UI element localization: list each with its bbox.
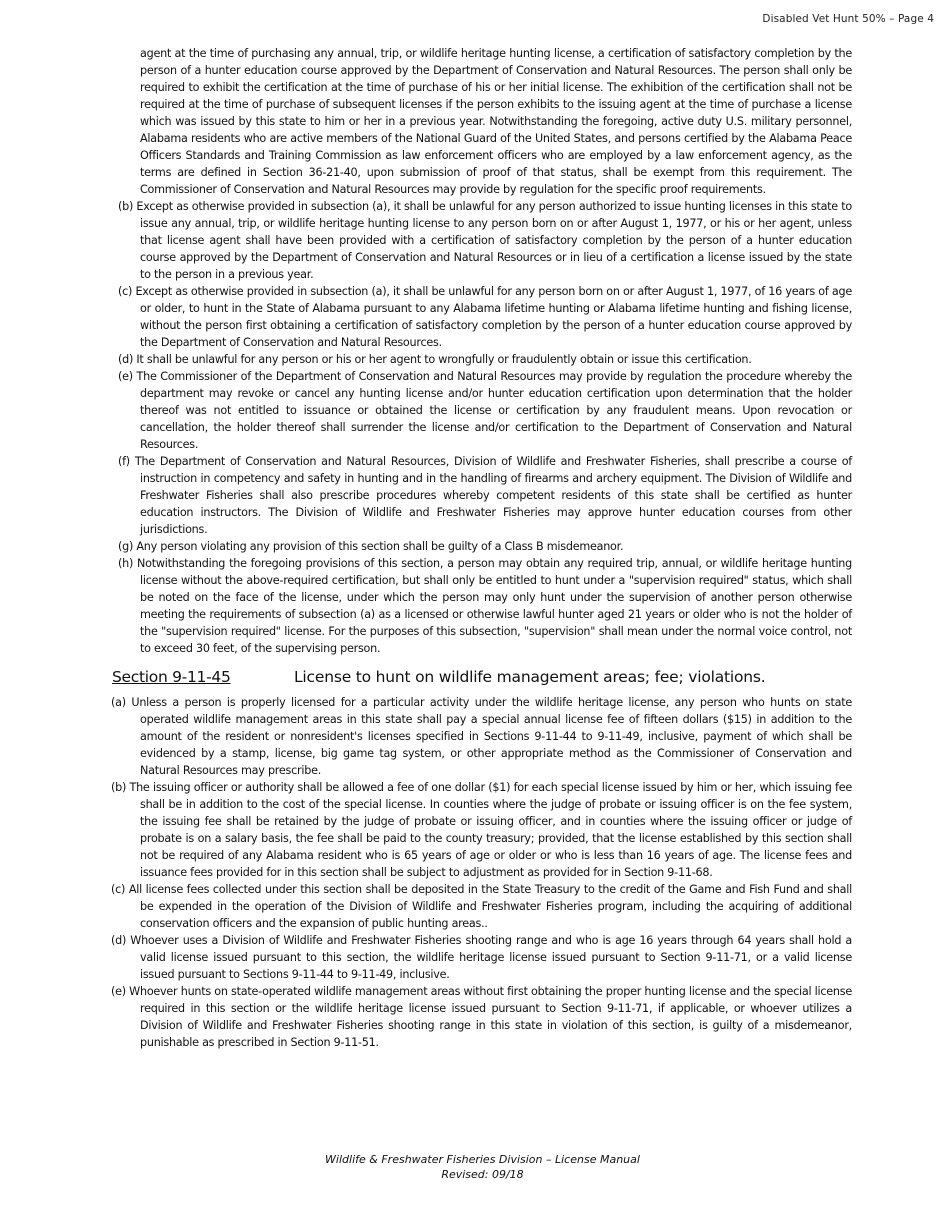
page-footer: [0, 1152, 950, 1182]
page-header: Disabled Vet Hunt 50% – Page 4: [762, 13, 934, 25]
subsection-g: (g) Any person violating any provision of this section shall be guilty of a Class B misdemeanor.: [118, 540, 624, 553]
subsection-b: (b) Except as otherwise provided in subsection (a), it shall be unlawful for any person authorized to issue hunting licenses in this state to issue any annual, trip, or wildlife heritage hunting license to any person born on or after August 1, 1977, or his or her agent, unless that license agent shall have been provided with a certification of satisfactory completion by the person of a hunter education course approved by the Department of Conservation and Natural Resources or in lieu of a certification a license issued by the state to the person in a previous year.: [118, 200, 852, 281]
subsection-f: (f) The Department of Conservation and Natural Resources, Division of Wildlife and Freshwater Fisheries, shall prescribe a course of instruction in competency and safety in hunting and in the handling of firearms and archery equipment. The Division of Wildlife and Freshwater Fisheries shall also prescribe procedures whereby competent residents of this state shall be certified as hunter education instructors. The Division of Wildlife and Freshwater Fisheries may approve hunter education courses from other jurisdictions.: [118, 455, 852, 536]
subsection-c: (c) Except as otherwise provided in subsection (a), it shall be unlawful for any person born on or after August 1, 1977, of 16 years of age or older, to hunt in the State of Alabama pursuant to any Alabama lifetime hunting or Alabama lifetime hunting and fishing license, without the person first obtaining a certification of satisfactory completion by the person of a hunter education course approved by the Department of Conservation and Natural Resources.: [118, 285, 852, 349]
document-body: [0, 45, 950, 1051]
footer-revised: Revised: 09/18: [441, 1168, 524, 1181]
subsection-e: (e) The Commissioner of the Department of Conservation and Natural Resources may provide by regulation the procedure whereby the department may revoke or cancel any hunting license and/or hunter education certification upon determination that the holder thereof was not entitled to issuance or obtained the license or certification by any fraudulent means. Upon revocation or cancellation, the holder thereof shall surrender the license and/or certification to the Department of Conservation and Natural Resources.: [118, 370, 852, 451]
section-45-subsection-b: (b) The issuing officer or authority shall be allowed a fee of one dollar ($1) for each special license issued by him or her, which issuing fee shall be in addition to the cost of the special license. In counties where the judge of probate or issuing officer is on the fee system, the issuing fee shall be retained by the judge of probate or issuing officer, and in counties where the issuing officer or judge of probate is on a salary basis, the fee shall be paid to the county treasury; provided, that the license established by this section shall not be required of any Alabama resident who is 65 years of age or older or who is less than 16 years of age. The license fees and issuance fees provided for in this section shall be subject to adjustment as provided for in Section 9-11-68.: [111, 781, 852, 879]
section-number: Section 9-11-45: [112, 668, 231, 686]
section-45-subsection-a: (a) Unless a person is properly licensed for a particular activity under the wildlife heritage license, any person who hunts on state operated wildlife management areas in this state shall pay a special annual license fee of fifteen dollars ($15) in addition to the amount of the resident or nonresident's licenses specified in Sections 9-11-44 to 9-11-49, inclusive, payment of which shall be evidenced by a stamp, license, big game tag system, or other appropriate method as the Commissioner of Conservation and Natural Resources may prescribe.: [111, 696, 852, 777]
footer-title: Wildlife & Freshwater Fisheries Division – License Manual: [325, 1153, 640, 1166]
section-heading: [0, 666, 950, 690]
section-45-subsection-e: (e) Whoever hunts on state-operated wildlife management areas without first obtaining the proper hunting license and the special license required in this section or the wildlife heritage license issued pursuant to Section 9-11-71, if applicable, or whoever utilizes a Division of Wildlife and Freshwater Fisheries shooting range in this state in violation of this section, is guilty of a misdemeanor, punishable as prescribed in Section 9-11-51.: [111, 985, 852, 1049]
section-45-subsection-c: (c) All license fees collected under this section shall be deposited in the State Treasury to the credit of the Game and Fish Fund and shall be expended in the operation of the Division of Wildlife and Freshwater Fisheries program, including the acquiring of additional conservation officers and the expansion of public hunting areas..: [111, 883, 852, 930]
continued-paragraph: agent at the time of purchasing any annual, trip, or wildlife heritage hunting license, a certification of satisfactory completion by the person of a hunter education course approved by the Department of Conservation and Natural Resources. The person shall only be required to exhibit the certification at the time of purchase of his or her initial license. The exhibition of the certification shall not be required at the time of purchase of subsequent licenses if the person exhibits to the issuing agent at the time of purchase a license which was issued by this state to him or her in a previous year. Notwithstanding the foregoing, active duty U.S. military personnel, Alabama residents who are active members of the National Guard of the United States, and persons certified by the Alabama Peace Officers Standards and Training Commission as law enforcement officers who are employed by a law enforcement agency, as the terms are defined in Section 36-21-40, upon submission of proof of that status, shall be exempt from this requirement. The Commissioner of Conservation and Natural Resources may provide by regulation for the specific proof requirements.: [140, 47, 852, 196]
section-title: License to hunt on wildlife management areas; fee; violations.: [294, 668, 766, 686]
subsection-h: (h) Notwithstanding the foregoing provisions of this section, a person may obtain any required trip, annual, or wildlife heritage hunting license without the above-required certification, but shall only be entitled to hunt under a "supervision required" status, which shall be noted on the face of the license, under which the person may only hunt under the supervision of another person otherwise meeting the requirements of subsection (a) as a licensed or otherwise lawful hunter aged 21 years or older who is not the holder of the "supervision required" license. For the purposes of this subsection, "supervision" shall mean under the normal voice control, not to exceed 30 feet, of the supervising person.: [118, 557, 852, 655]
subsection-d: (d) It shall be unlawful for any person or his or her agent to wrongfully or fraudulently obtain or issue this certification.: [118, 353, 752, 366]
section-45-subsection-d: (d) Whoever uses a Division of Wildlife and Freshwater Fisheries shooting range and who is age 16 years through 64 years shall hold a valid license issued pursuant to this section, the wildlife heritage license issued pursuant to Section 9-11-71, or a valid license issued pursuant to Sections 9-11-44 to 9-11-49, inclusive.: [111, 934, 852, 981]
